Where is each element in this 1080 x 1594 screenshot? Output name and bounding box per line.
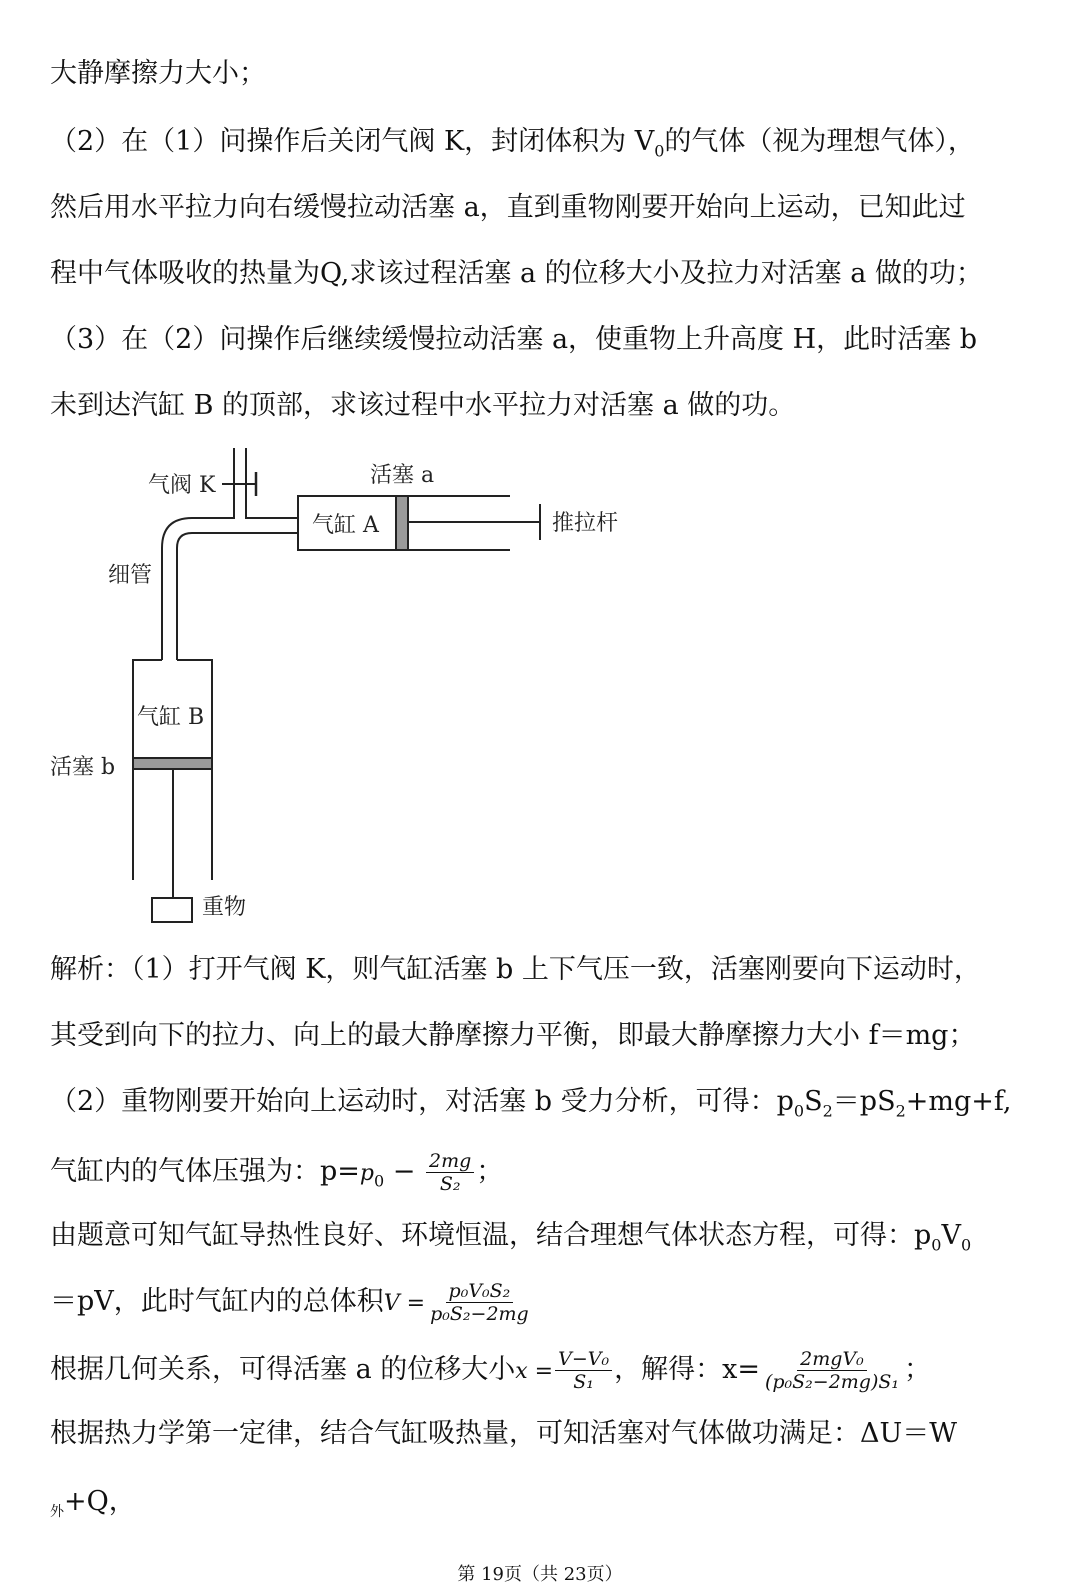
solution-line-8: 根据热力学第一定律，结合气缸吸热量，可知活塞对气体做功满足：ΔU＝W	[50, 1418, 958, 1449]
solution-line-3: （2）重物刚要开始向上运动时，对活塞 b 受力分析，可得：$p_0S_2=pS_2+mg+f$,	[50, 1086, 1012, 1121]
fraction-volume: $\frac{\text{p₀V₀S₂}}{\text{p₀S₂−2mg}}$	[430, 1280, 529, 1325]
cylinder-a-body	[298, 496, 510, 550]
solution-line-7: 根据几何关系，可得活塞 a 的位移大小x = $\frac{\text{V−V₀}}{\text{S₁}}$ ，解得：x= $\frac{\text{2mgV₀}}{\text{(p₀S₂−2mg)S₁}}$ ；	[50, 1348, 932, 1393]
thin-tube-branch	[246, 448, 298, 518]
fraction-displacement: $\frac{\text{V−V₀}}{\text{S₁}}$	[555, 1348, 612, 1393]
label-cylinder-a: 气缸 A	[312, 513, 379, 538]
solution-line-5: 由题意可知气缸导热性良好、环境恒温，结合理想气体状态方程，可得：$p_0V_0$	[50, 1220, 972, 1255]
problem-line-2: （2）在（1）问操作后关闭气阀 K，封闭体积为 $V_0$的气体（视为理想气体），	[50, 126, 975, 161]
problem-line-5: （3）在（2）问操作后继续缓慢拉动活塞 a，使重物上升高度 H，此时活塞 b	[50, 324, 978, 355]
fraction-pressure: $\frac{2mg}{\text{S₂}}$	[426, 1150, 474, 1195]
solution-line-2: 其受到向下的拉力、向上的最大静摩擦力平衡，即最大静摩擦力大小 f＝mg；	[50, 1020, 976, 1051]
label-piston-b: 活塞 b	[50, 755, 116, 780]
problem-line-1: 大静摩擦力大小；	[50, 58, 266, 89]
fraction-result: $\frac{\text{2mgV₀}}{\text{(p₀S₂−2mg)S₁}}$	[764, 1348, 900, 1393]
weight-block	[152, 898, 192, 922]
thin-tube-inner	[177, 533, 298, 660]
solution-line-1: 解析：（1）打开气阀 K，则气缸活塞 b 上下气压一致，活塞刚要向下运动时，	[50, 954, 981, 985]
problem-line-6: 未到达汽缸 B 的顶部，求该过程中水平拉力对活塞 a 做的功。	[50, 390, 796, 421]
label-valve: 气阀 K	[148, 473, 216, 498]
problem-line-4: 程中气体吸收的热量为Q,求该过程活塞 a 的位移大小及拉力对活塞 a 做的功；	[50, 258, 983, 289]
problem-line-3: 然后用水平拉力向右缓慢拉动活塞 a，直到重物刚要开始向上运动，已知此过	[50, 192, 966, 223]
cylinder-b-body	[133, 660, 212, 880]
label-piston-a: 活塞 a	[370, 463, 435, 488]
label-push-rod: 推拉杆	[552, 511, 619, 536]
piston-a	[396, 496, 408, 550]
label-thin-tube: 细管	[108, 563, 153, 588]
label-weight: 重物	[202, 895, 247, 920]
piston-b	[133, 758, 212, 769]
thin-tube-outer	[162, 448, 234, 660]
page-footer: 第 19页（共 23页）	[457, 1564, 623, 1585]
solution-line-6: ＝pV，此时气缸内的总体积V = $\frac{\text{p₀V₀S₂}}{\text{p₀S₂−2mg}}$	[50, 1280, 1050, 1325]
label-cylinder-b: 气缸 B	[137, 705, 205, 730]
solution-line-9: $_外$+Q，	[50, 1486, 136, 1520]
solution-line-4: 气缸内的气体压强为：$p=p_0$ − $\frac{2mg}{\text{S₂}}$ ；	[50, 1150, 504, 1195]
